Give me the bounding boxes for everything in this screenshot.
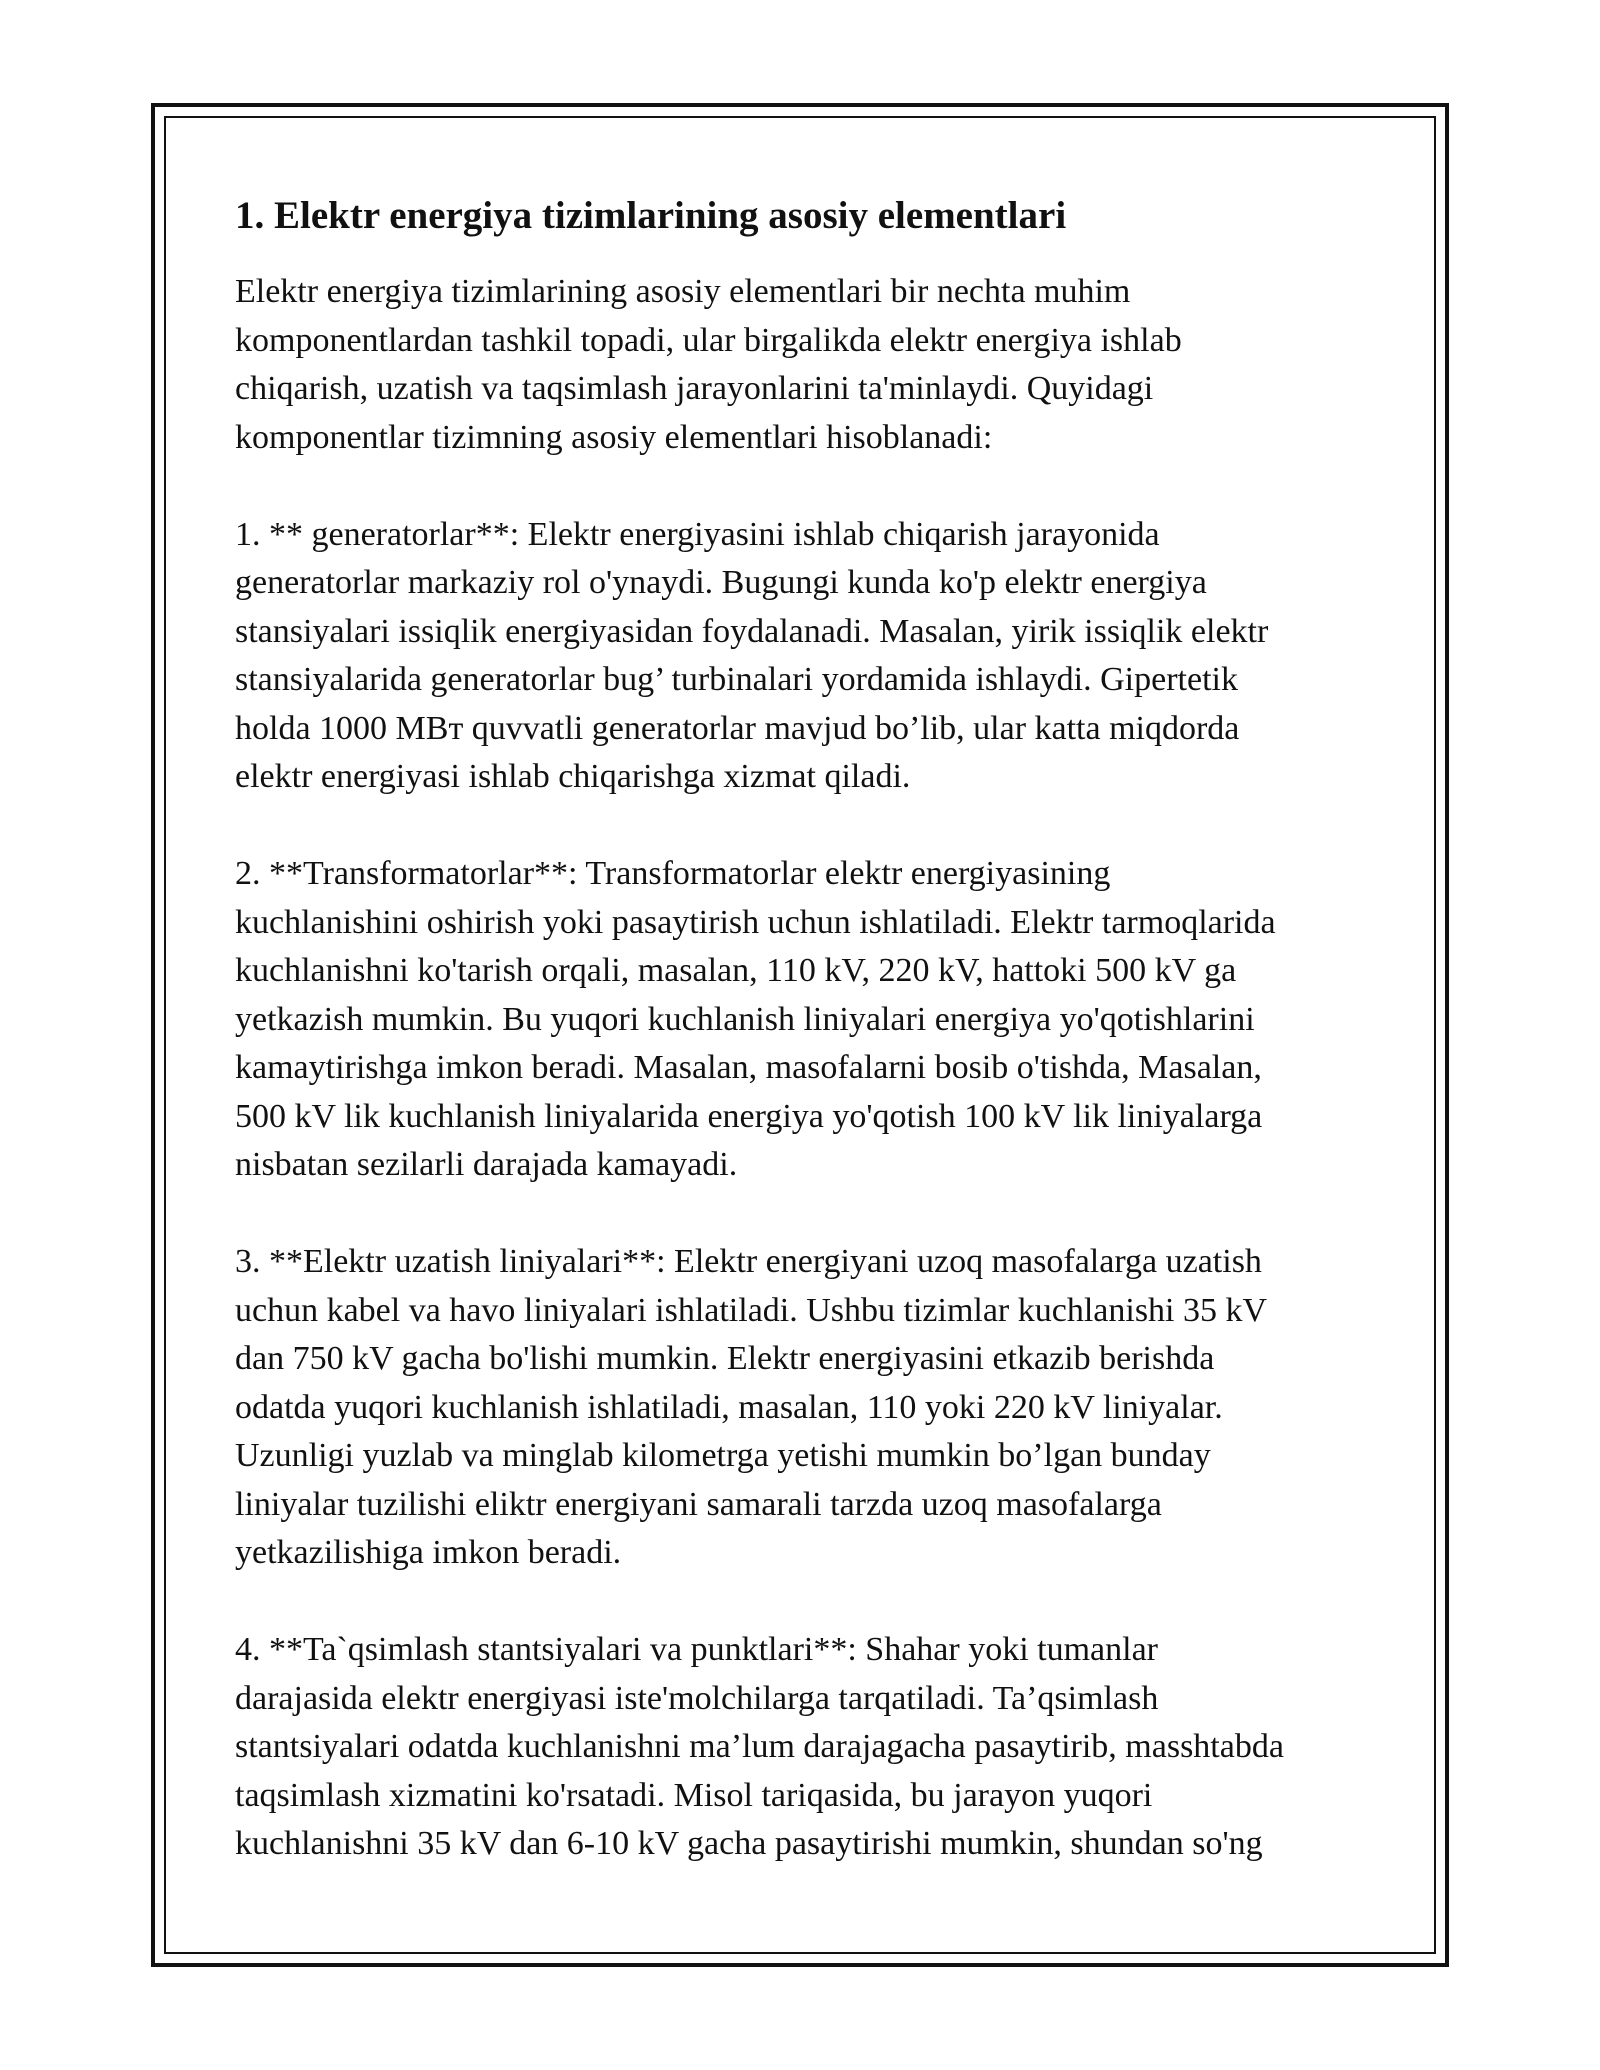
paragraph-transformers: 2. **Transformatorlar**: Transformatorlar elektr energiyasining kuchlanishini oshirish yoki pasaytirish uchun ishlatiladi. Elektr tarmoqlarida kuchlanishni ko'tarish orqali, masalan, 110 kV, 220 kV, hattoki 500 kV ga yetkazish mumkin. Bu yuqori kuchlanish liniyalari energiya yo'qotishlarini kamaytirishga imkon beradi. Masalan, masofalarni bosib o'tishda, Masalan, 500 kV lik kuchlanish liniyalarida energiya yo'qotish 100 kV lik liniyalarga nisbatan sezilarli darajada kamayadi. — [235, 855, 1276, 1183]
paragraph-transmission-lines: 3. **Elektr uzatish liniyalari**: Elektr energiyani uzoq masofalarga uzatish uchun kabel va havo liniyalari ishlatiladi. Ushbu tizimlar kuchlanishi 35 kV dan 750 kV gacha bo'lishi mumkin. Elektr energiyasini etkazib berishda odatda yuqori kuchlanish ishlatiladi, masalan, 110 yoki 220 kV liniyalar. Uzunligi yuzlab va minglab kilometrga yetishi mumkin bo’lgan bunday liniyalar tuzilishi eliktr energiyani samarali tarzda uzoq masofalarga yetkazilishiga imkon beradi. — [235, 1243, 1268, 1571]
document-title: 1. Elektr energiya tizimlarining asosiy elementlari — [235, 194, 1067, 237]
intro-paragraph: Elektr energiya tizimlarining asosiy elementlari bir nechta muhim komponentlardan tashkil topadi, ular birgalikda elektr energiya ishlab chiqarish, uzatish va taqsimlash jarayonlarini ta'minlaydi. Quyidagi komponentlar tizimning asosiy elementlari hisoblanadi: — [235, 273, 1182, 456]
paragraph-generators: 1. ** generatorlar**: Elektr energiyasini ishlab chiqarish jarayonida generatorlar markaziy rol o'ynaydi. Bugungi kunda ko'p elektr energiya stansiyalari issiqlik energiyasidan foydalanadi. Masalan, yirik issiqlik elektr stansiyalarida generatorlar bug’ turbinalari yordamida ishlaydi. Gipertetik holda 1000 МВт quvvatli generatorlar mavjud bo’lib, ular katta miqdorda elektr energiyasi ishlab chiqarishga xizmat qiladi. — [235, 515, 1269, 795]
document-body — [235, 188, 1385, 1917]
paragraph-distribution-stations: 4. **Ta`qsimlash stantsiyalari va punktlari**: Shahar yoki tumanlar darajasida elektr energiyasi iste'molchilarga tarqatiladi. Ta’qsimlash stantsiyalari odatda kuchlanishni ma’lum darajagacha pasaytirib, masshtabda taqsimlash xizmatini ko'rsatadi. Misol tariqasida, bu jarayon yuqori kuchlanishni 35 kV dan 6-10 kV gacha pasaytirishi mumkin, shundan so'ng — [235, 1631, 1284, 1862]
